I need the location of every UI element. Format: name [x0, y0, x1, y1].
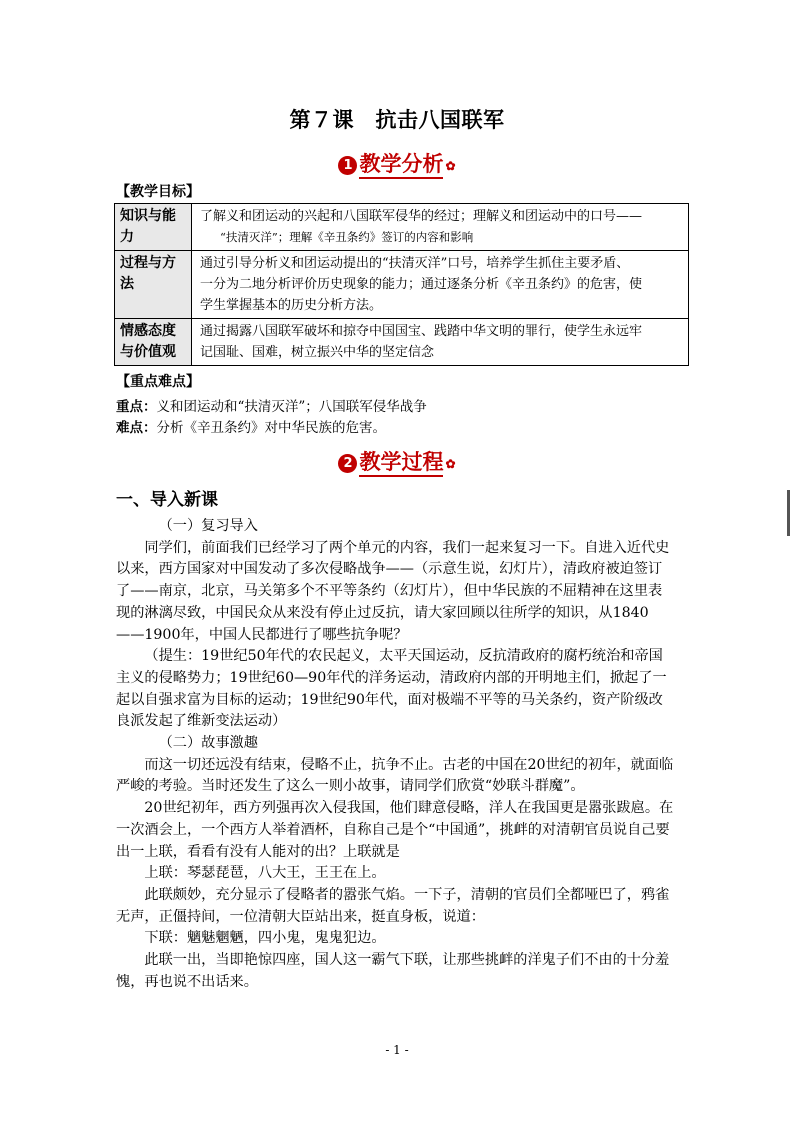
- paragraph: 而这一切还远没有结束，侵略不止，抗争不止。古老的中国在20世纪的初年，就面临严峻的考验。当时还发生了这么一则小故事，请同学们欣赏“妙联斗群魔”。: [116, 756, 674, 795]
- heading-intro: 一、导入新课: [116, 490, 218, 510]
- goal-value: [192, 204, 689, 251]
- goal-line: “扶清灭洋”；理解《辛丑条约》签订的内容和影响: [220, 230, 474, 244]
- key-point-text: 义和团运动和“扶清灭洋”；八国联军侵华战争: [156, 399, 427, 415]
- goal-line: 记国耻、国难，树立振兴中华的坚定信念: [200, 345, 435, 360]
- goals-row: [115, 251, 689, 319]
- paragraph: 同学们，前面我们已经学习了两个单元的内容，我们一起来复习一下。自进入近代史以来，西方国家对中国发动了多次侵略战争——（示意生说，幻灯片），清政府被迫签订了——南京，北京，马关第多个不平等条约（幻灯片），但中华民族的不屈精神在这里表现的淋漓尽致，中国民众从来没有停止过反抗，请大家回顾以往所学的知识，从1840——1900年，中国人民都进行了哪些抗争呢？: [116, 539, 670, 643]
- section-number-badge: 1: [338, 156, 357, 175]
- key-difficult-label: 【重点难点】: [116, 374, 200, 390]
- goals-row: [115, 319, 689, 366]
- paragraph: 此联一出，当即艳惊四座，国人这一霸气下联，让那些挑衅的洋鬼子们不由的十分羞愧，再也说不出话来。: [116, 952, 670, 990]
- goal-line: 一分为二地分析评价历史现象的能力；通过逐条分析《辛丑条约》的危害，使: [200, 277, 643, 292]
- section-teaching-process: [0, 446, 794, 476]
- paragraph: （二）故事激趣: [158, 735, 258, 752]
- difficult-point: [116, 416, 386, 436]
- paragraph: 下联：魑魅魍魉，四小鬼，鬼鬼犯边。: [144, 930, 386, 947]
- page-number: - 1 -: [385, 1043, 409, 1057]
- goal-line: 学生掌握基本的历史分析方法。: [200, 298, 383, 313]
- goal-line: 了解义和团运动的兴起和八国联军侵华的经过；理解义和团运动中的口号——: [200, 209, 643, 224]
- section-title: 教学分析: [359, 151, 443, 179]
- paragraph: 上联：琴瑟琵琶，八大王，王王在上。: [144, 865, 386, 882]
- lesson-title: 第７课 抗击八国联军: [289, 107, 505, 132]
- paragraph: （提生：19世纪50年代的农民起义，太平天国运动，反抗清政府的腐朽统治和帝国主义的侵略势力；19世纪60—90年代的洋务运动，清政府内部的开明地主们，掀起了一起以自强求富为目标的运动；19世纪90年代，面对极端不平等的马关条约，资产阶级改良派发起了维新变法运动）: [116, 648, 667, 730]
- margin-mark: [787, 490, 790, 536]
- goals-table: [114, 203, 689, 366]
- goal-value: [192, 251, 689, 319]
- difficult-point-text: 分析《辛丑条约》对中华民族的危害。: [156, 420, 386, 436]
- section-title: 教学过程: [359, 449, 443, 477]
- goal-key: 情感态度与价值观: [115, 319, 192, 366]
- goal-line: 通过揭露八国联军破坏和掠夺中国国宝、践踏中华文明的罪行，使学生永远牢: [200, 324, 643, 339]
- goals-label: 【教学目标】: [116, 184, 200, 200]
- paragraph: （一）复习导入: [158, 518, 258, 534]
- section-number-badge: 2: [338, 454, 357, 473]
- goals-row: [115, 204, 689, 251]
- key-point: [116, 395, 427, 415]
- paragraph: 20世纪初年，西方列强再次入侵我国，他们肆意侵略，洋人在我国更是嚣张跋扈。在一次酒会上，一个西方人举着酒杯，自称自己是个“中国通”，挑衅的对清朝官员说自己要出一上联，看看有没有人能对的出？上联就是: [116, 800, 674, 860]
- section-teaching-analysis: [0, 148, 794, 178]
- flower-icon: ✿: [445, 159, 456, 173]
- goal-line: 通过引导分析义和团运动提出的“扶清灭洋”口号，培养学生抓住主要矛盾、: [200, 256, 630, 271]
- goal-key: 知识与能力: [115, 204, 192, 251]
- paragraph: 此联颇妙，充分显示了侵略者的嚣张气焰。一下子，清朝的官员们全都哑巴了，鸦雀无声，正僵持间，一位清朝大臣站出来，挺直身板，说道：: [116, 886, 670, 925]
- goal-key: 过程与方法: [115, 251, 192, 319]
- difficult-point-tag: 难点：: [116, 420, 157, 436]
- key-point-tag: 重点：: [116, 399, 157, 415]
- goal-value: [192, 319, 689, 366]
- lesson-body: [116, 516, 676, 993]
- flower-icon: ✿: [445, 457, 456, 471]
